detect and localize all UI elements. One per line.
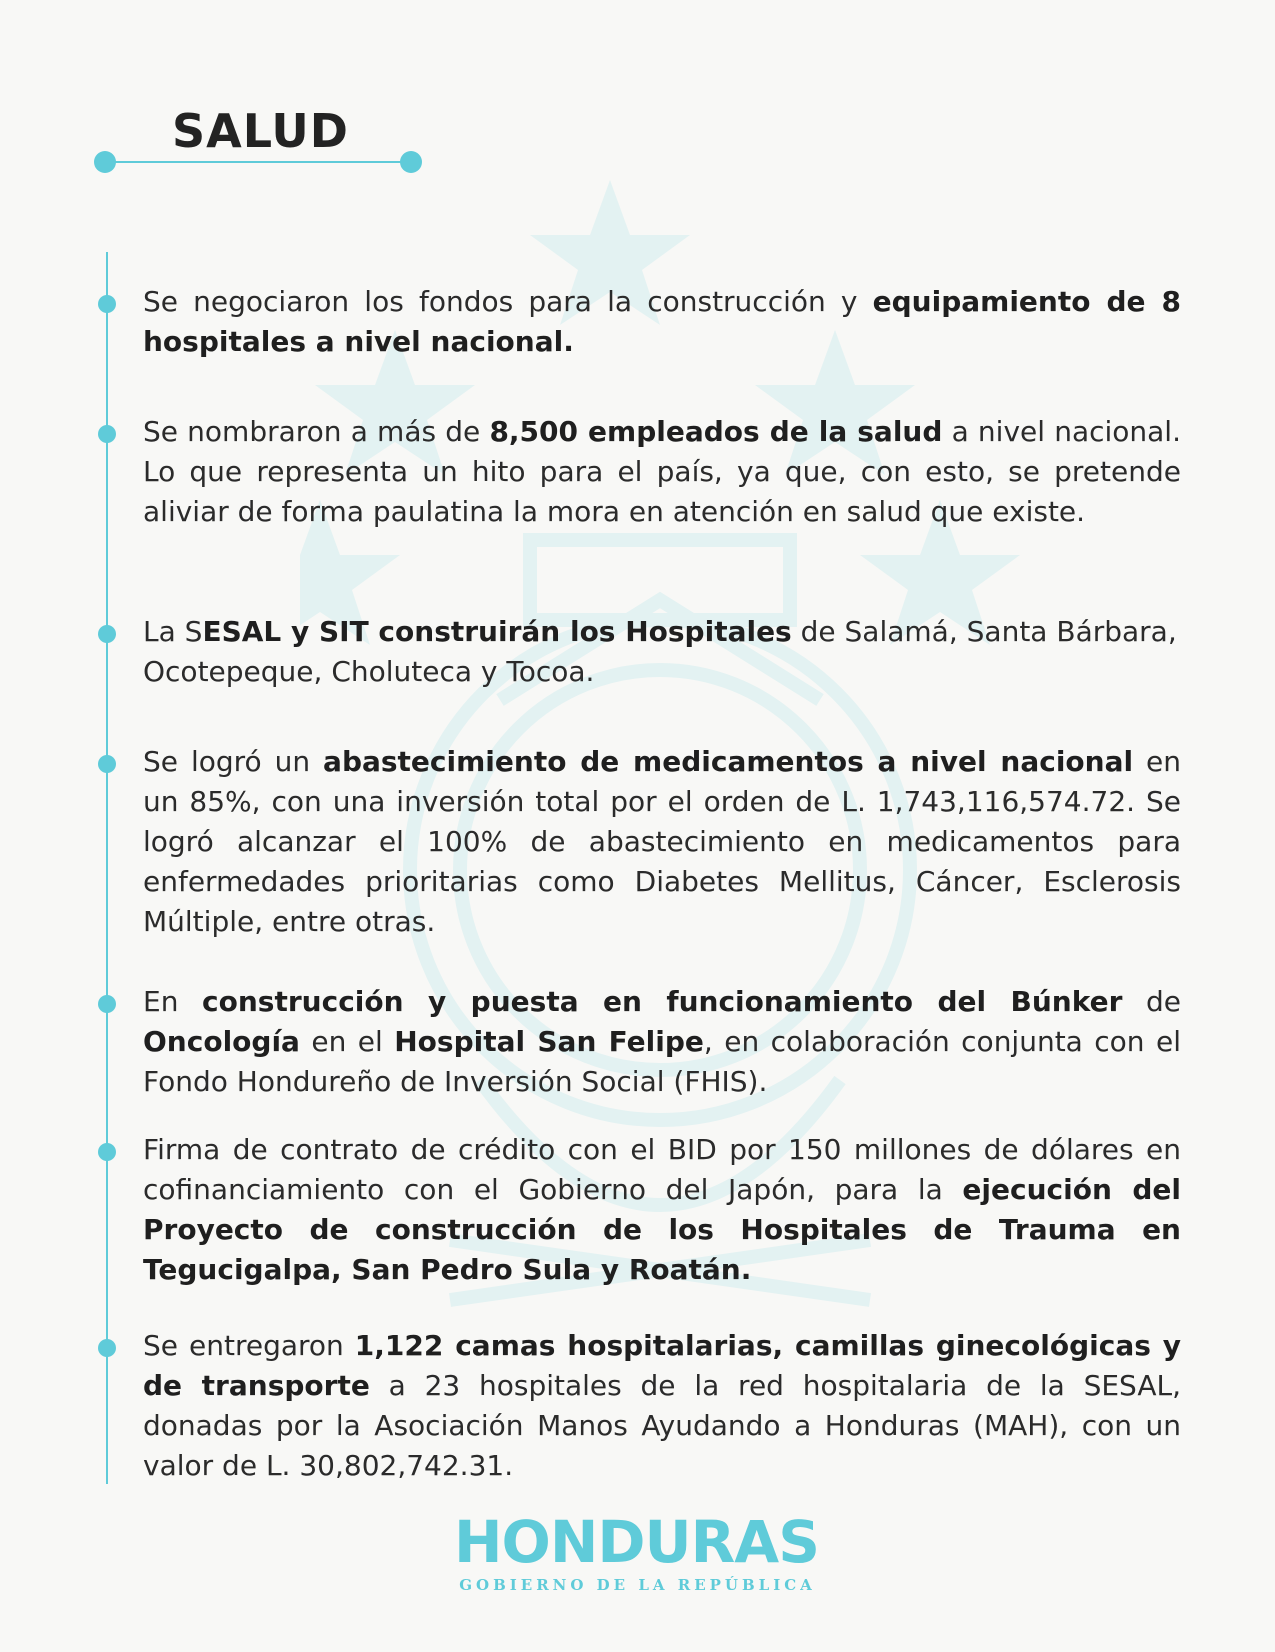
item-text xyxy=(143,1130,1181,1290)
item-text xyxy=(143,1326,1181,1486)
item-text-run: en un 85%, con una inversión total por el orden de L. 1,743,116,574.72. Se logró alcanzar el 100% de abastecimiento en medicamentos para enfermedades prioritarias como Diabetes Mellitus, Cáncer, Esclerosis Múltiple, entre otras. xyxy=(143,745,1181,938)
item-text-bold: Oncología xyxy=(143,1025,300,1058)
item-text-bold: ejecución del Proyecto de construcción de los Hospitales de Trauma en Tegucigalpa, San Pedro Sula y Roatán. xyxy=(143,1173,1181,1286)
bullet-dot-icon xyxy=(98,295,116,313)
item-text-run: Se negociaron los fondos para la construcción y xyxy=(143,285,873,318)
bullet-dot-icon xyxy=(98,995,116,1013)
item-text xyxy=(143,612,1223,692)
item-text-run: Se entregaron xyxy=(143,1329,355,1362)
item-text-run: de xyxy=(1122,985,1181,1018)
item-text-bold: 8,500 empleados de la salud xyxy=(489,415,943,448)
item-text-run: a nivel nacional. Lo que representa un hito para el país, ya que, con esto, se pretende aliviar de forma paulatina la mora en atención en salud que existe. xyxy=(143,415,1181,528)
item-text-bold: ESAL y SIT construirán los Hospitales xyxy=(202,615,792,648)
honduras-logo: HONDURAS xyxy=(454,1508,819,1576)
item-text-run: En xyxy=(143,985,203,1018)
item-text xyxy=(143,982,1181,1102)
item-text-run: Firma de contrato de crédito con el BID por 150 millones de dólares en cofinanciamiento con el Gobierno del Japón, para la xyxy=(143,1133,1181,1206)
item-text-run: Se logró un xyxy=(143,745,324,778)
item-text-run: a 23 hospitales de la red hospitalaria de la SESAL, donadas por la Asociación Manos Ayudando a Honduras (MAH), con un valor de L. 30,802,742.31. xyxy=(143,1369,1181,1482)
item-text-run: en el xyxy=(299,1025,395,1058)
item-text-bold: abastecimiento de medicamentos a nivel nacional xyxy=(323,745,1134,778)
logo-subtitle: GOBIERNO DE LA REPÚBLICA xyxy=(459,1576,816,1594)
item-text-run: , en colaboración conjunta con el Fondo Hondureño de Inversión Social (FHIS). xyxy=(143,1025,1181,1098)
item-text-run: Se nombraron a más de xyxy=(143,415,490,448)
bullet-dot-icon xyxy=(98,625,116,643)
item-text-run: La S xyxy=(143,615,203,648)
item-text xyxy=(143,282,1181,362)
item-text-bold: Hospital San Felipe xyxy=(394,1025,704,1058)
item-text-bold: construcción y puesta en funcionamiento del Búnker xyxy=(202,985,1123,1018)
page-title: SALUD xyxy=(172,104,349,158)
item-text-bold: 1,122 camas hospitalarias, camillas ginecológicas y de transporte xyxy=(143,1329,1181,1402)
bullet-dot-icon xyxy=(98,1143,116,1161)
item-text-run: de Salamá, Santa Bárbara, Ocotepeque, Choluteca y Tocoa. xyxy=(143,615,1177,688)
bullet-dot-icon xyxy=(98,755,116,773)
bullet-dot-icon xyxy=(98,1339,116,1357)
title-divider xyxy=(93,150,423,174)
item-text-bold: equipamiento de 8 hospitales a nivel nacional. xyxy=(143,285,1181,358)
item-text xyxy=(143,742,1181,942)
bullet-dot-icon xyxy=(98,425,116,443)
item-text xyxy=(143,412,1181,532)
